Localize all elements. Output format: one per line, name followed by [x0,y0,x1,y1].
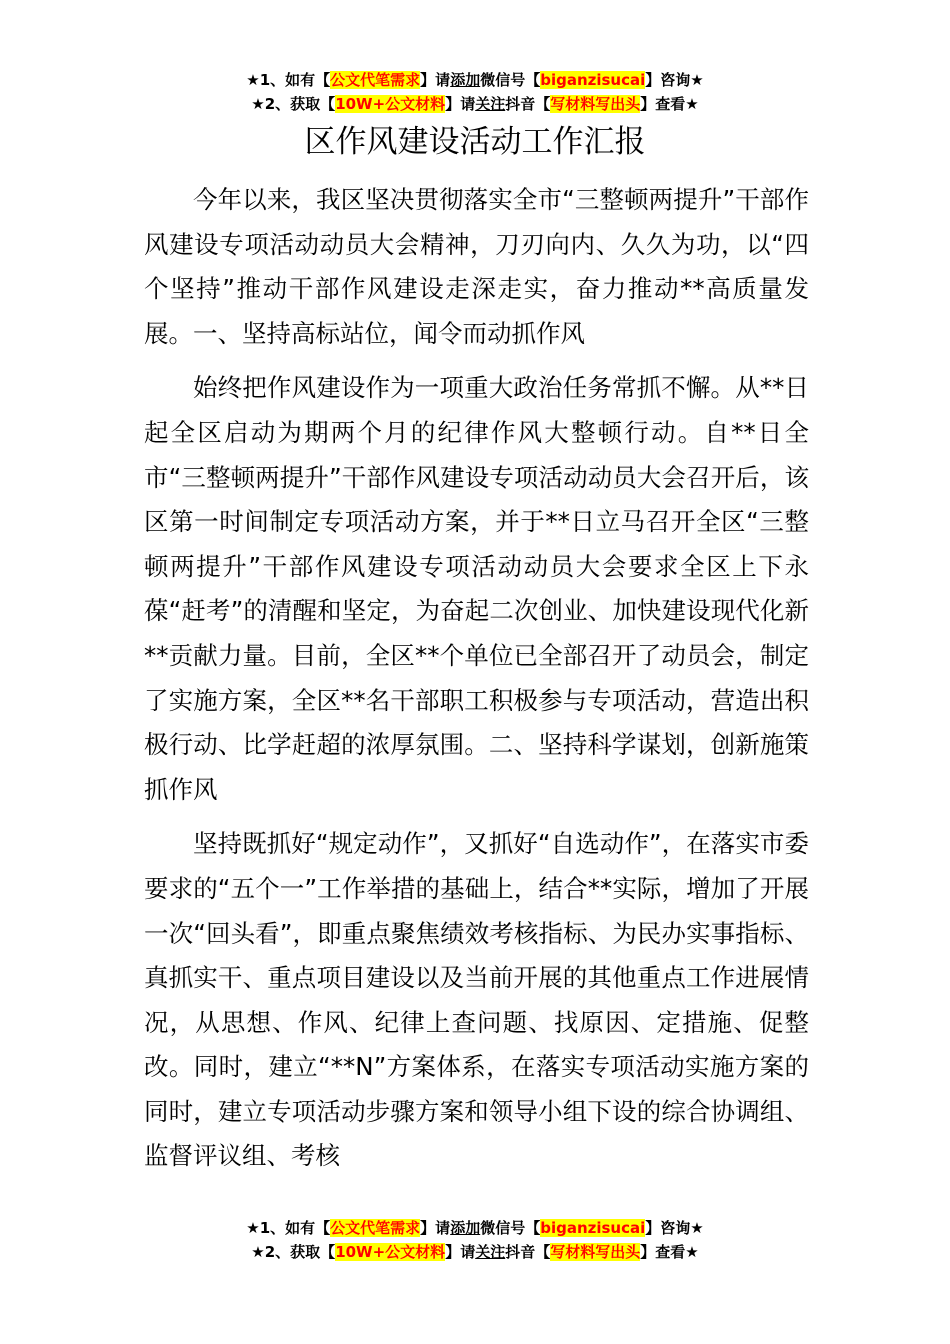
banner-line-1 [0,1216,950,1240]
header-banner [0,68,950,116]
banner-line-1 [0,68,950,92]
banner-text: 】请 [445,1243,476,1261]
document-body [144,178,809,1189]
banner-text: 】查看★ [640,95,699,113]
banner-text: 抖音【 [505,1243,551,1261]
banner-text: ★1、如有【 [246,1219,331,1237]
body-paragraph-2: 始终把作风建设作为一项重大政治任务常抓不懈。从**日起全区启动为期两个月的纪律作风大整顿行动。自**日全市“三整顿两提升”干部作风建设专项活动动员大会召开后，该区第一时间制定专项活动方案，并于**日立马召开全区“三整顿两提升”干部作风建设专项活动动员大会要求全区上下永葆“赶考”的清醒和坚定，为奋起二次创业、加快建设现代化新**贡献力量。目前，全区**个单位已全部召开了动员会，制定了实施方案，全区**名干部职工积极参与专项活动，营造出积极行动、比学赶超的浓厚氛围。二、坚持科学谋划，创新施策抓作风 [144,373,809,804]
banner-text: 】查看★ [640,1243,699,1261]
banner-underlined: 关注 [475,95,506,113]
banner-highlight: biganzisucai [540,1219,646,1237]
banner-text: 】请 [445,95,476,113]
banner-text: ★2、获取【 [251,1243,336,1261]
banner-text: 】请 [420,1219,451,1237]
banner-text: ★2、获取【 [251,95,336,113]
banner-line-2 [0,1240,950,1264]
banner-text: 】咨询★ [645,71,704,89]
body-paragraph-1: 今年以来，我区坚决贯彻落实全市“三整顿两提升”干部作风建设专项活动动员大会精神，刀刃向内、久久为功，以“四个坚持”推动干部作风建设走深走实，奋力推动**高质量发展。一、坚持高标站位，闻令而动抓作风 [144,185,809,348]
banner-text: 微信号【 [480,1219,541,1237]
banner-highlight: 写材料写出头 [550,1243,641,1261]
banner-text: 】咨询★ [645,1219,704,1237]
banner-highlight: 10W+公文材料 [335,95,446,113]
banner-highlight: 10W+公文材料 [335,1243,446,1261]
banner-text: ★1、如有【 [246,71,331,89]
banner-underlined: 关注 [475,1243,506,1261]
banner-underlined: 添加 [450,1219,481,1237]
body-paragraph-3: 坚持既抓好“规定动作”，又抓好“自选动作”，在落实市委要求的“五个一”工作举措的基础上，结合**实际，增加了开展一次“回头看”，即重点聚焦绩效考核指标、为民办实事指标、真抓实干、重点项目建设以及当前开展的其他重点工作进展情况，从思想、作风、纪律上查问题、找原因、定措施、促整改。同时，建立“**N”方案体系，在落实专项活动实施方案的同时，建立专项活动步骤方案和领导小组下设的综合协调组、监督评议组、考核 [144,829,809,1171]
banner-highlight: 公文代笔需求 [330,71,421,89]
banner-line-2 [0,92,950,116]
banner-text: 】请 [420,71,451,89]
footer-banner [0,1216,950,1264]
banner-highlight: 公文代笔需求 [330,1219,421,1237]
banner-highlight: biganzisucai [540,71,646,89]
banner-text: 微信号【 [480,71,541,89]
banner-text: 抖音【 [505,95,551,113]
banner-underlined: 添加 [450,71,481,89]
document-title: 区作风建设活动工作汇报 [304,124,646,160]
banner-highlight: 写材料写出头 [550,95,641,113]
